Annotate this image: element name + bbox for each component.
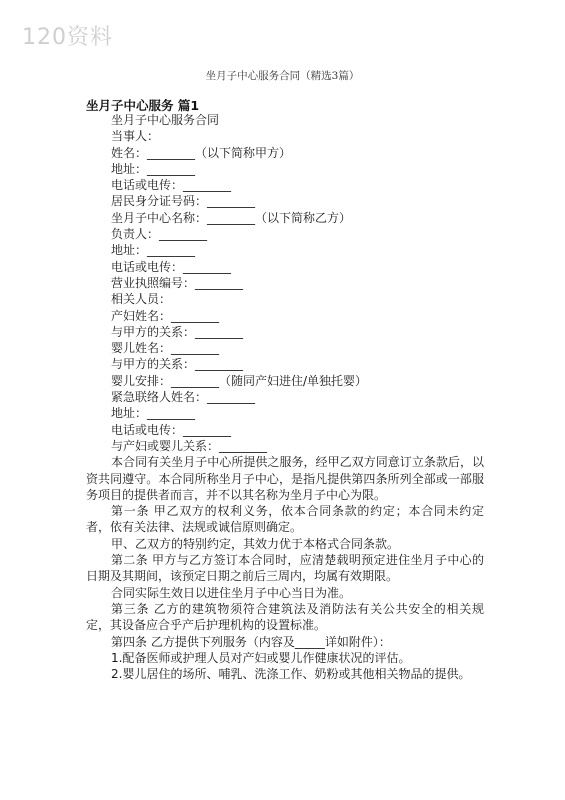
related-persons-label: 相关人员： — [111, 292, 172, 307]
contract-name-line: 坐月子中心服务合同 — [111, 113, 220, 127]
mother-relation-field: 与甲方的关系：________ — [111, 324, 244, 339]
section-heading: 坐月子中心服务 篇1 — [86, 98, 200, 113]
paragraph-article-3: 第三条 乙方的建筑物须符合建筑法及消防法有关公共安全的相关规定，其设备应合乎产后护理机构的设置标准。 — [86, 601, 484, 633]
emergency-contact-name-field: 紧急联络人姓名：________ — [111, 390, 256, 405]
paragraph-effective-date: 合同实际生效日以进住坐月子中心当日为准。 — [111, 585, 352, 600]
watermark: 120资料 — [22, 25, 113, 50]
baby-arrangement-field: 婴儿安排：________（随同产妇进住/单独托婴） — [111, 373, 368, 388]
paragraph-preamble: 本合同有关坐月子中心所提供之服务，经甲乙双方同意订立条款后，以资共同遵守。本合同所称坐月子中心，是指凡提供第四条所列全部或一部服务项目的提供者而言，并不以其名称为坐月子中心为限。 — [86, 455, 484, 502]
paragraph-article-1: 第一条 甲乙双方的权利义务，依本合同条款的约定；本合同未约定者，依有关法律、法规或诚信原则确定。 — [86, 504, 484, 535]
paragraph-article-2: 第二条 甲方与乙方签订本合同时，应清楚载明预定进住坐月子中心的日期及其期间，该预定日期之前后三周内，均属有效期限。 — [86, 553, 484, 584]
party-a-id-field: 居民身分证号码：________ — [111, 194, 256, 209]
parties-label: 当事人： — [111, 129, 160, 144]
party-a-name-field: 姓名：________（以下简称甲方） — [111, 145, 292, 160]
party-b-name-field: 坐月子中心名称：________（以下简称乙方） — [111, 210, 352, 225]
baby-relation-field: 与甲方的关系：________ — [111, 357, 244, 372]
party-b-address-field: 地址：________ — [111, 243, 196, 258]
emergency-contact-address-field: 地址：________ — [111, 406, 196, 421]
emergency-contact-phone-field: 电话或电传：________ — [111, 422, 232, 437]
list-item-service-1: 1.配备医师或护理人员对产妇或婴儿作健康状况的评估。 — [111, 650, 411, 665]
paragraph-special-terms: 甲、乙双方的特别约定，其效力优于本格式合同条款。 — [111, 536, 400, 551]
party-b-phone-field: 电话或电传：________ — [111, 259, 232, 274]
party-a-phone-field: 电话或电传：________ — [111, 178, 232, 193]
baby-name-field: 婴儿姓名：________ — [111, 341, 220, 356]
list-item-service-2: 2.婴儿居住的场所、哺乳、洗涤工作、奶粉或其他相关物品的提供。 — [111, 667, 471, 682]
contract-body — [86, 112, 484, 682]
business-license-field: 营业执照编号：________ — [111, 275, 244, 290]
party-b-manager-field: 负责人：________ — [111, 227, 208, 242]
party-a-address-field: 地址：________ — [111, 161, 196, 176]
paragraph-article-4: 第四条 乙方提供下列服务（内容及_____详如附件）： — [111, 634, 391, 649]
emergency-contact-relation-field: 与产妇或婴儿关系：________ — [111, 438, 268, 453]
mother-name-field: 产妇姓名：________ — [111, 308, 220, 323]
document-title: 坐月子中心服务合同（精选3篇） — [205, 70, 360, 82]
